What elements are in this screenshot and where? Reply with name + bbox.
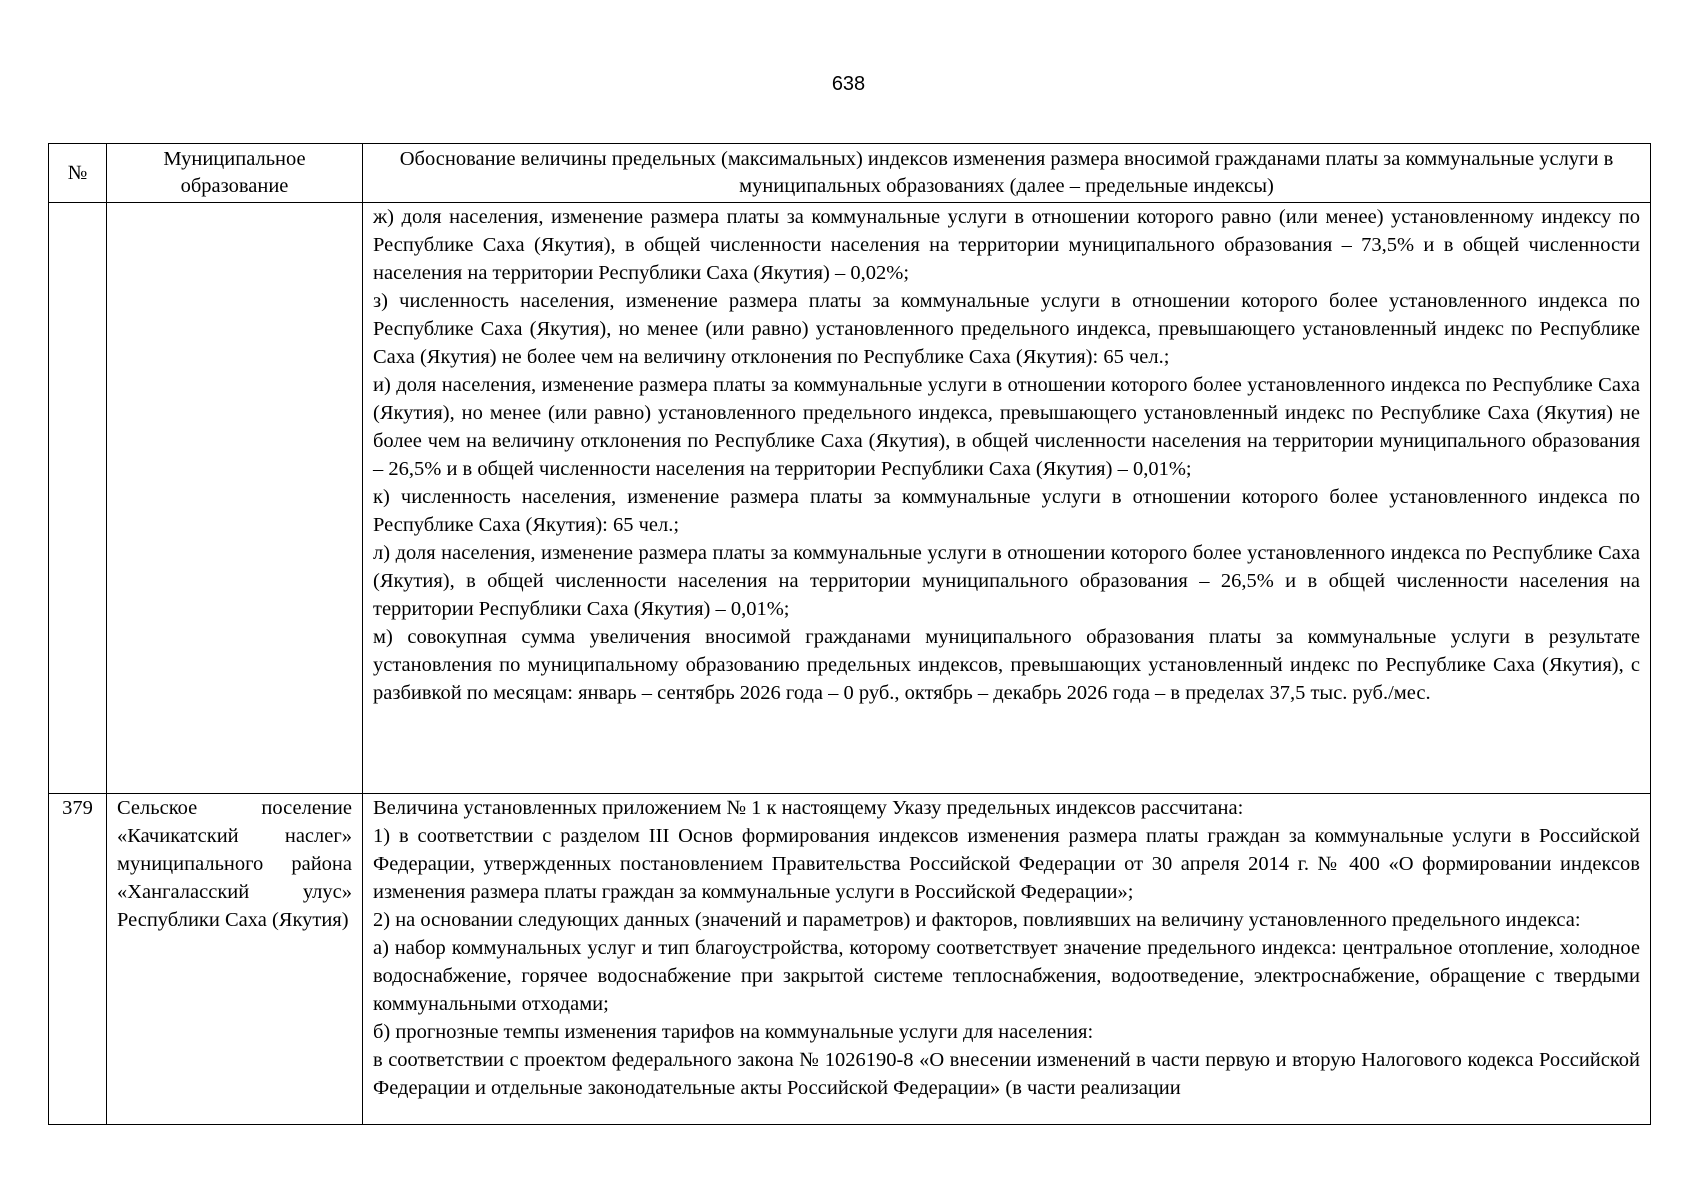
paragraph-1: 1) в соответствии с разделом III Основ формирования индексов изменения размера платы граждан за коммунальные услуги в Российской Федерации, утвержденных постановлением Правительства Российской Федерации от 30 апреля 2014 г. № 400 «О формировании индексов изменения размера платы граждан за коммунальные услуги в Российской Федерации»; xyxy=(373,825,1640,903)
table-header-row xyxy=(49,144,1651,203)
page-number: 638 xyxy=(831,73,866,95)
paragraph-i: и) доля населения, изменение размера платы за коммунальные услуги в отношении которого более установленного индекса по Республике Саха (Якутия), но менее (или равно) установленного предельного индекса, превышающего установленный индекс по Республике Саха (Якутия) не более чем на величину отклонения по Республике Саха (Якутия), в общей численности населения на территории муниципального образования – 26,5% и в общей численности населения на территории Республики Саха (Якутия) – 0,01%; xyxy=(373,374,1640,480)
municipality-cell xyxy=(107,203,363,794)
row-number-cell: 379 xyxy=(49,794,107,1125)
row-number-cell xyxy=(49,203,107,794)
paragraph-z: з) численность населения, изменение размера платы за коммунальные услуги в отношении которого более установленного индекса по Республике Саха (Якутия), но менее (или равно) установленного предельного индекса, превышающего установленный индекс по Республике Саха (Якутия) не более чем на величину отклонения по Республике Саха (Якутия): 65 чел.; xyxy=(373,290,1640,368)
municipality-name: Сельское поселение «Качикатский наслег» муниципального района «Хангаласский улус» Республики Саха (Якутия) xyxy=(117,797,352,931)
paragraph-2: 2) на основании следующих данных (значений и параметров) и факторов, повлиявших на величину установленного предельного индекса: xyxy=(373,909,1581,931)
header-number: № xyxy=(49,144,107,203)
document-table xyxy=(48,143,1651,1125)
paragraph-a: а) набор коммунальных услуг и тип благоустройства, которому соответствует значение предельного индекса: центральное отопление, холодное водоснабжение, горячее водоснабжение при закрытой системе теплоснабжения, водоотведение, электроснабжение, обращение с твердыми коммунальными отходами; xyxy=(373,937,1640,1015)
paragraph-intro: Величина установленных приложением № 1 к настоящему Указу предельных индексов рассчитана: xyxy=(373,797,1244,819)
paragraph-law: в соответствии с проектом федерального закона № 1026190-8 «О внесении изменений в части первую и вторую Налогового кодекса Российской Федерации и отдельные законодательные акты Российской Федерации» (в части реализации xyxy=(373,1049,1640,1099)
table-row xyxy=(49,203,1651,794)
paragraph-zh: ж) доля населения, изменение размера платы за коммунальные услуги в отношении которого равно (или менее) установленному индексу по Республике Саха (Якутия), в общей численности населения на территории муниципального образования – 73,5% и в общей численности населения на территории Республики Саха (Якутия) – 0,02%; xyxy=(373,206,1640,284)
municipality-cell xyxy=(107,794,363,1125)
paragraph-m: м) совокупная сумма увеличения вносимой гражданами муниципального образования платы за коммунальные услуги в результате установления по муниципальному образованию предельных индексов, превышающих установленный индекс по Республике Саха (Якутия), с разбивкой по месяцам: январь – сентябрь 2026 года – 0 руб., октябрь – декабрь 2026 года – в пределах 37,5 тыс. руб./мес. xyxy=(373,626,1640,704)
paragraph-b: б) прогнозные темпы изменения тарифов на коммунальные услуги для населения: xyxy=(373,1021,1094,1043)
justification-cell xyxy=(363,203,1651,794)
header-justification: Обоснование величины предельных (максимальных) индексов изменения размера вносимой гражданами платы за коммунальные услуги в муниципальных образованиях (далее – предельные индексы) xyxy=(363,144,1651,203)
paragraph-k: к) численность населения, изменение размера платы за коммунальные услуги в отношении которого более установленного индекса по Республике Саха (Якутия): 65 чел.; xyxy=(373,486,1640,536)
justification-cell xyxy=(363,794,1651,1125)
header-municipality: Муниципальное образование xyxy=(107,144,363,203)
paragraph-l: л) доля населения, изменение размера платы за коммунальные услуги в отношении которого более установленного индекса по Республике Саха (Якутия), в общей численности населения на территории муниципального образования – 26,5% и в общей численности населения на территории Республики Саха (Якутия) – 0,01%; xyxy=(373,542,1640,620)
table-row xyxy=(49,794,1651,1125)
